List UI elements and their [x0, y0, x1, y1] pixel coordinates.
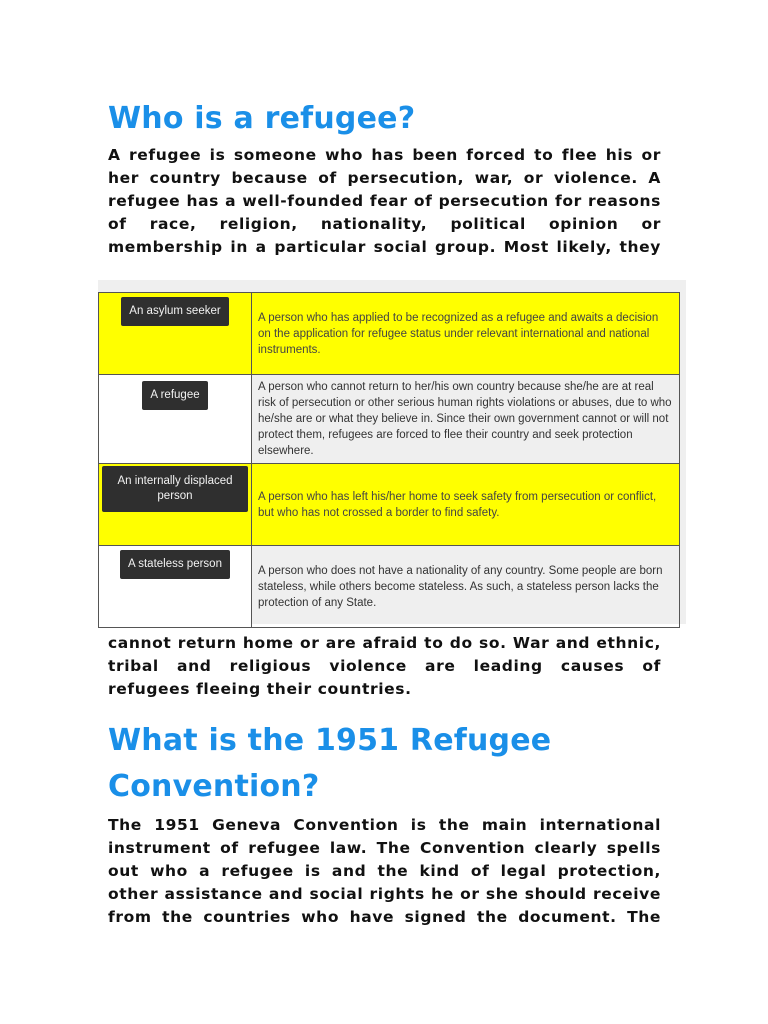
term-badge-internally-displaced-person: An internally displaced person: [102, 466, 248, 512]
heading-who-is-a-refugee: Who is a refugee?: [108, 101, 416, 136]
description-cell: A person who has applied to be recognized as a refugee and awaits a decision on the application for refugee status under relevant international and national instruments.: [252, 293, 680, 375]
table-row: [99, 464, 680, 546]
description-cell: A person who has left his/her home to seek safety from persecution or conflict, but who has not crossed a border to find safety.: [252, 464, 680, 546]
heading-1951-refugee-convention: What is the 1951 Refugee Convention?: [108, 723, 552, 804]
description-cell: A person who does not have a nationality of any country. Some people are born stateless, while others become stateless. As such, a stateless person lacks the protection of any State.: [252, 546, 680, 628]
term-badge-asylum-seeker: An asylum seeker: [121, 297, 228, 326]
table-row: [99, 546, 680, 628]
term-cell: [99, 546, 252, 628]
term-badge-stateless-person: A stateless person: [120, 550, 230, 579]
term-cell: [99, 464, 252, 546]
table-row: [99, 293, 680, 375]
term-cell: [99, 293, 252, 375]
definitions-table-figure: [98, 280, 686, 624]
paragraph-convention: The 1951 Geneva Convention is the main international instrument of refugee law. The Convention clearly spells out who a refugee is and the kind of legal protection, other assistance and social rights he or she should receive from the countries who have signed the document. The: [108, 816, 661, 926]
definitions-table: [98, 292, 680, 628]
table-row: [99, 375, 680, 464]
term-cell: [99, 375, 252, 464]
paragraph-refugee-causes: cannot return home or are afraid to do so. War and ethnic, tribal and religious violence are leading causes of refugees fleeing their countries.: [108, 634, 661, 698]
paragraph-refugee-definition: A refugee is someone who has been forced to flee his or her country because of persecution, war, or violence. A refugee has a well-founded fear of persecution for reasons of race, religion, nationality, political opinion or membership in a particular social group. Most likely, they: [108, 146, 661, 256]
term-badge-refugee: A refugee: [142, 381, 207, 410]
description-cell: A person who cannot return to her/his own country because she/he are at real risk of persecution or other serious human rights violations or abuses, due to who he/she are or what they believe in. Since their own government cannot or will not protect them, refugees are forced to flee their country and seek protection elsewhere.: [252, 375, 680, 464]
